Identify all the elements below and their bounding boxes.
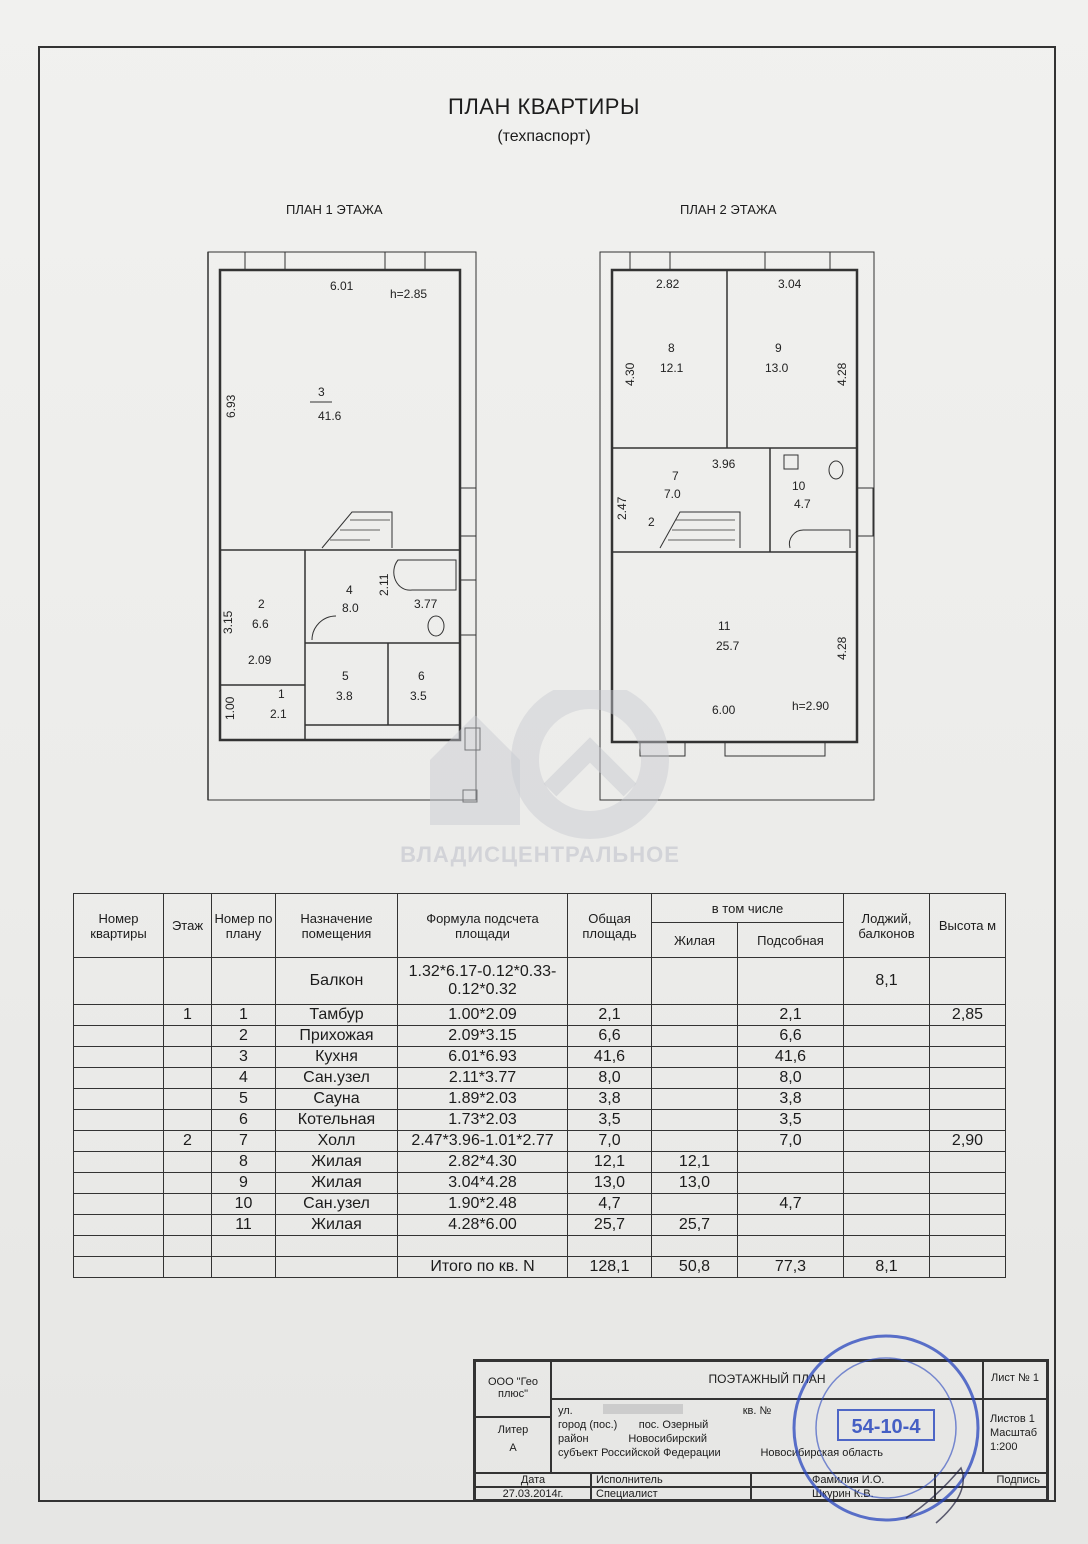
district-value: Новосибирский	[628, 1433, 708, 1445]
subject-value: Новосибирская область	[760, 1447, 883, 1459]
cell-name: Котельная	[276, 1110, 398, 1131]
addr-apt-label: кв. №	[742, 1405, 772, 1417]
cell-apt	[74, 1152, 164, 1173]
cell-no: 9	[212, 1173, 276, 1194]
cell-height	[930, 1110, 1006, 1131]
cell-aux: 3,8	[738, 1089, 844, 1110]
plan2-stair-label: 2	[648, 515, 655, 529]
plan-type: ПОЭТАЖНЫЙ ПЛАН	[708, 1372, 826, 1386]
cell-height	[930, 1194, 1006, 1215]
cell-aux: 4,7	[738, 1194, 844, 1215]
plan2-dim-r9-right: 4.28	[835, 362, 849, 386]
plan1-room1-area: 2.1	[270, 707, 287, 721]
cell-floor	[164, 1068, 212, 1089]
cell-living	[652, 1026, 738, 1047]
total-loggia: 8,1	[844, 1257, 930, 1278]
table-row	[74, 1026, 1006, 1047]
cell-aux	[738, 1215, 844, 1236]
org-name: ООО "Гео плюс"	[487, 1376, 539, 1400]
cell-height: 2,85	[930, 1005, 1006, 1026]
plan1-dim-r2-bottom: 2.09	[248, 653, 272, 667]
cell-floor	[164, 1194, 212, 1215]
cell-total: 25,7	[568, 1215, 652, 1236]
cell-height	[930, 1026, 1006, 1047]
executor-label: Исполнитель	[596, 1474, 663, 1486]
cell-formula: 3.04*4.28	[398, 1173, 568, 1194]
addr-street-label: ул.	[558, 1405, 573, 1417]
plan2-room11-num: 11	[718, 619, 731, 633]
table-row-total	[74, 1257, 1006, 1278]
sheet-no: Лист № 1	[991, 1372, 1039, 1384]
cell-total: 2,1	[568, 1005, 652, 1026]
balcony-loggia: 8,1	[844, 958, 930, 1005]
cell-name: Тамбур	[276, 1005, 398, 1026]
sheet-cell	[983, 1361, 1047, 1399]
executor-cell	[591, 1473, 751, 1487]
plan1-room2-num: 2	[258, 597, 265, 611]
total-label: Итого по кв. N	[398, 1257, 568, 1278]
plan1-dim-r2-left: 3.15	[221, 610, 235, 634]
city-label: город (пос.)	[558, 1419, 618, 1431]
table-row	[74, 1110, 1006, 1131]
plan1-room5-area: 3.8	[336, 689, 353, 703]
cell-height	[930, 1173, 1006, 1194]
cell-loggia	[844, 1152, 930, 1173]
cell-formula: 6.01*6.93	[398, 1047, 568, 1068]
cell-formula: 1.73*2.03	[398, 1110, 568, 1131]
col-living: Жилая	[652, 923, 738, 958]
plan1-room5-num: 5	[342, 669, 349, 683]
plan1-dim-left: 6.93	[224, 394, 238, 418]
cell-living: 13,0	[652, 1173, 738, 1194]
cell-total: 4,7	[568, 1194, 652, 1215]
plan2-dim-r7-left: 2.47	[615, 496, 629, 520]
table-row-balcony	[74, 958, 1006, 1005]
col-floor: Этаж	[164, 894, 212, 958]
table-row	[74, 1047, 1006, 1068]
cell-loggia	[844, 1173, 930, 1194]
cell-loggia	[844, 1194, 930, 1215]
surname-label: Фамилия И.О.	[812, 1474, 885, 1486]
table-row	[74, 1152, 1006, 1173]
seal-number: 54-10-4	[851, 1416, 921, 1438]
scale-cell	[983, 1399, 1047, 1473]
table-row-empty	[74, 1236, 1006, 1257]
cell-loggia	[844, 1215, 930, 1236]
plan1-dim-top: 6.01	[330, 279, 354, 293]
cell-living: 25,7	[652, 1215, 738, 1236]
cell-name: Жилая	[276, 1152, 398, 1173]
cell-apt	[74, 1131, 164, 1152]
cell-formula: 2.11*3.77	[398, 1068, 568, 1089]
org-cell	[475, 1361, 551, 1417]
scale-label: Масштаб	[990, 1427, 1038, 1439]
cell-floor	[164, 1173, 212, 1194]
cell-no: 8	[212, 1152, 276, 1173]
cell-no: 4	[212, 1068, 276, 1089]
cell-no: 10	[212, 1194, 276, 1215]
cell-name: Холл	[276, 1131, 398, 1152]
plan2-room10-area: 4.7	[794, 497, 811, 511]
cell-height	[930, 1152, 1006, 1173]
cell-aux: 6,6	[738, 1026, 844, 1047]
table-row	[74, 1005, 1006, 1026]
subject-label: субъект Российской Федерации	[558, 1447, 721, 1459]
table-row	[74, 1173, 1006, 1194]
cell-floor	[164, 1110, 212, 1131]
plan2-height-note: h=2.90	[792, 699, 830, 713]
document-title: ПЛАН КВАРТИРЫ	[448, 94, 640, 119]
plan2-dim-r7-top: 3.96	[712, 457, 736, 471]
col-apt: Номер квартиры	[74, 894, 164, 958]
cell-total: 8,0	[568, 1068, 652, 1089]
cell-aux: 41,6	[738, 1047, 844, 1068]
specialist-cell	[591, 1487, 751, 1501]
cell-living: 12,1	[652, 1152, 738, 1173]
cell-loggia	[844, 1026, 930, 1047]
watermark-text: ВЛАДИСЦЕНТРАЛЬНОЕ	[400, 842, 680, 867]
total-living: 50,8	[652, 1257, 738, 1278]
cell-height	[930, 1089, 1006, 1110]
cell-loggia	[844, 1110, 930, 1131]
cell-total: 3,5	[568, 1110, 652, 1131]
cell-height	[930, 1047, 1006, 1068]
cell-no: 6	[212, 1110, 276, 1131]
cell-total: 13,0	[568, 1173, 652, 1194]
plan1-room4-area: 8.0	[342, 601, 359, 615]
cell-floor: 2	[164, 1131, 212, 1152]
balcony-formula: 1.32*6.17-0.12*0.33-0.12*0.32	[398, 958, 568, 1005]
cell-total: 41,6	[568, 1047, 652, 1068]
col-incl: в том числе	[652, 894, 844, 923]
cell-apt	[74, 1110, 164, 1131]
date-cell	[475, 1487, 591, 1501]
cell-no: 1	[212, 1005, 276, 1026]
date-value: 27.03.2014г.	[502, 1488, 564, 1500]
cell-name: Сауна	[276, 1089, 398, 1110]
signature-label: Подпись	[996, 1474, 1040, 1486]
plan1-room6-num: 6	[418, 669, 425, 683]
cell-formula: 2.47*3.96-1.01*2.77	[398, 1131, 568, 1152]
cell-formula: 4.28*6.00	[398, 1215, 568, 1236]
explication-table	[73, 893, 1006, 1278]
plan2-dim-r11-right: 4.28	[835, 636, 849, 660]
cell-floor	[164, 1215, 212, 1236]
cell-living	[652, 1005, 738, 1026]
cell-apt	[74, 1026, 164, 1047]
cell-apt	[74, 1068, 164, 1089]
total-aux: 77,3	[738, 1257, 844, 1278]
plan1-room3-area: 41.6	[318, 409, 342, 423]
cell-aux: 7,0	[738, 1131, 844, 1152]
col-height: Высота м	[930, 894, 1006, 958]
cell-formula: 2.82*4.30	[398, 1152, 568, 1173]
col-formula: Формула подсчета площади	[398, 894, 568, 958]
plan2-room9-num: 9	[775, 341, 782, 355]
cell-name: Сан.узел	[276, 1068, 398, 1089]
cell-height	[930, 1215, 1006, 1236]
plan2-room11-area: 25.7	[716, 639, 740, 653]
liter-value: А	[509, 1442, 517, 1454]
plan1-label: ПЛАН 1 ЭТАЖА	[286, 202, 383, 217]
plan2-room7-num: 7	[672, 469, 679, 483]
cell-living	[652, 1110, 738, 1131]
cell-living	[652, 1194, 738, 1215]
address-redacted	[603, 1404, 683, 1414]
plan2-room8-num: 8	[668, 341, 675, 355]
cell-apt	[74, 1005, 164, 1026]
cell-apt	[74, 1089, 164, 1110]
table-body	[74, 1005, 1006, 1236]
plan1-room4-num: 4	[346, 583, 353, 597]
district-label: район	[558, 1433, 589, 1445]
table-row	[74, 1068, 1006, 1089]
cell-height: 2,90	[930, 1131, 1006, 1152]
col-loggia: Лоджий, балконов	[844, 894, 930, 958]
cell-loggia	[844, 1005, 930, 1026]
cell-floor	[164, 1026, 212, 1047]
cell-floor: 1	[164, 1005, 212, 1026]
cell-living	[652, 1131, 738, 1152]
cell-height	[930, 1068, 1006, 1089]
plan2-label: ПЛАН 2 ЭТАЖА	[680, 202, 777, 217]
cell-total: 6,6	[568, 1026, 652, 1047]
cell-aux: 3,5	[738, 1110, 844, 1131]
date-label-cell	[475, 1473, 591, 1487]
cell-formula: 1.00*2.09	[398, 1005, 568, 1026]
plan1-room3-num: 3	[318, 385, 325, 399]
balcony-name: Балкон	[276, 958, 398, 1005]
watermark-logo	[420, 690, 670, 840]
specialist-label: Специалист	[596, 1488, 658, 1500]
cell-aux: 2,1	[738, 1005, 844, 1026]
cell-living	[652, 1047, 738, 1068]
plan1-dim-r1-left: 1.00	[223, 696, 237, 720]
cell-no: 11	[212, 1215, 276, 1236]
cell-apt	[74, 1047, 164, 1068]
scale-value: 1:200	[990, 1441, 1018, 1453]
cell-no: 5	[212, 1089, 276, 1110]
cell-name: Прихожая	[276, 1026, 398, 1047]
table-row	[74, 1089, 1006, 1110]
plan2-dim-r8-top: 2.82	[656, 277, 680, 291]
plan1-dim-r4-vert: 2.11	[377, 573, 391, 596]
cell-formula: 1.90*2.48	[398, 1194, 568, 1215]
cell-apt	[74, 1173, 164, 1194]
col-plan-no: Номер по плану	[212, 894, 276, 958]
specialist-name: Шкурин К.В.	[812, 1488, 874, 1500]
plan2-room10-num: 10	[792, 479, 806, 493]
plan2-room9-area: 13.0	[765, 361, 789, 375]
cell-no: 2	[212, 1026, 276, 1047]
cell-no: 3	[212, 1047, 276, 1068]
plan1-height-note: h=2.85	[390, 287, 428, 301]
plan1-room1-num: 1	[278, 687, 285, 701]
cell-floor	[164, 1047, 212, 1068]
cell-living	[652, 1089, 738, 1110]
total-total: 128,1	[568, 1257, 652, 1278]
cell-aux	[738, 1152, 844, 1173]
col-purpose: Назначение помещения	[276, 894, 398, 958]
plan1-dim-r4-horiz: 3.77	[414, 597, 438, 611]
cell-total: 3,8	[568, 1089, 652, 1110]
cell-name: Сан.узел	[276, 1194, 398, 1215]
cell-aux	[738, 1173, 844, 1194]
plan2-room7-area: 7.0	[664, 487, 681, 501]
plan2-dim-r9-top: 3.04	[778, 277, 802, 291]
cell-total: 7,0	[568, 1131, 652, 1152]
cell-floor	[164, 1152, 212, 1173]
plan2-dim-r11-bottom: 6.00	[712, 703, 736, 717]
plan1-room2-area: 6.6	[252, 617, 269, 631]
col-aux: Подсобная	[738, 923, 844, 958]
liter-cell	[475, 1417, 551, 1473]
table-row	[74, 1215, 1006, 1236]
cell-formula: 2.09*3.15	[398, 1026, 568, 1047]
official-seal	[786, 1318, 986, 1538]
cell-no: 7	[212, 1131, 276, 1152]
liter-label: Литер	[497, 1424, 529, 1436]
table-row	[74, 1194, 1006, 1215]
document-subtitle: (техпаспорт)	[497, 128, 591, 145]
cell-aux: 8,0	[738, 1068, 844, 1089]
cell-total: 12,1	[568, 1152, 652, 1173]
plan1-room6-area: 3.5	[410, 689, 427, 703]
cell-loggia	[844, 1047, 930, 1068]
table-row	[74, 1131, 1006, 1152]
cell-loggia	[844, 1068, 930, 1089]
cell-name: Жилая	[276, 1215, 398, 1236]
cell-living	[652, 1068, 738, 1089]
cell-floor	[164, 1089, 212, 1110]
cell-apt	[74, 1215, 164, 1236]
city-value: пос. Озерный	[638, 1419, 709, 1431]
sheets-count: Листов 1	[990, 1413, 1035, 1425]
date-label: Дата	[520, 1474, 546, 1486]
plan2-room8-area: 12.1	[660, 361, 684, 375]
cell-apt	[74, 1194, 164, 1215]
cell-name: Кухня	[276, 1047, 398, 1068]
cell-loggia	[844, 1089, 930, 1110]
plan2-dim-r8-left: 4.30	[623, 362, 637, 386]
cell-name: Жилая	[276, 1173, 398, 1194]
col-total: Общая площадь	[568, 894, 652, 958]
cell-loggia	[844, 1131, 930, 1152]
cell-formula: 1.89*2.03	[398, 1089, 568, 1110]
